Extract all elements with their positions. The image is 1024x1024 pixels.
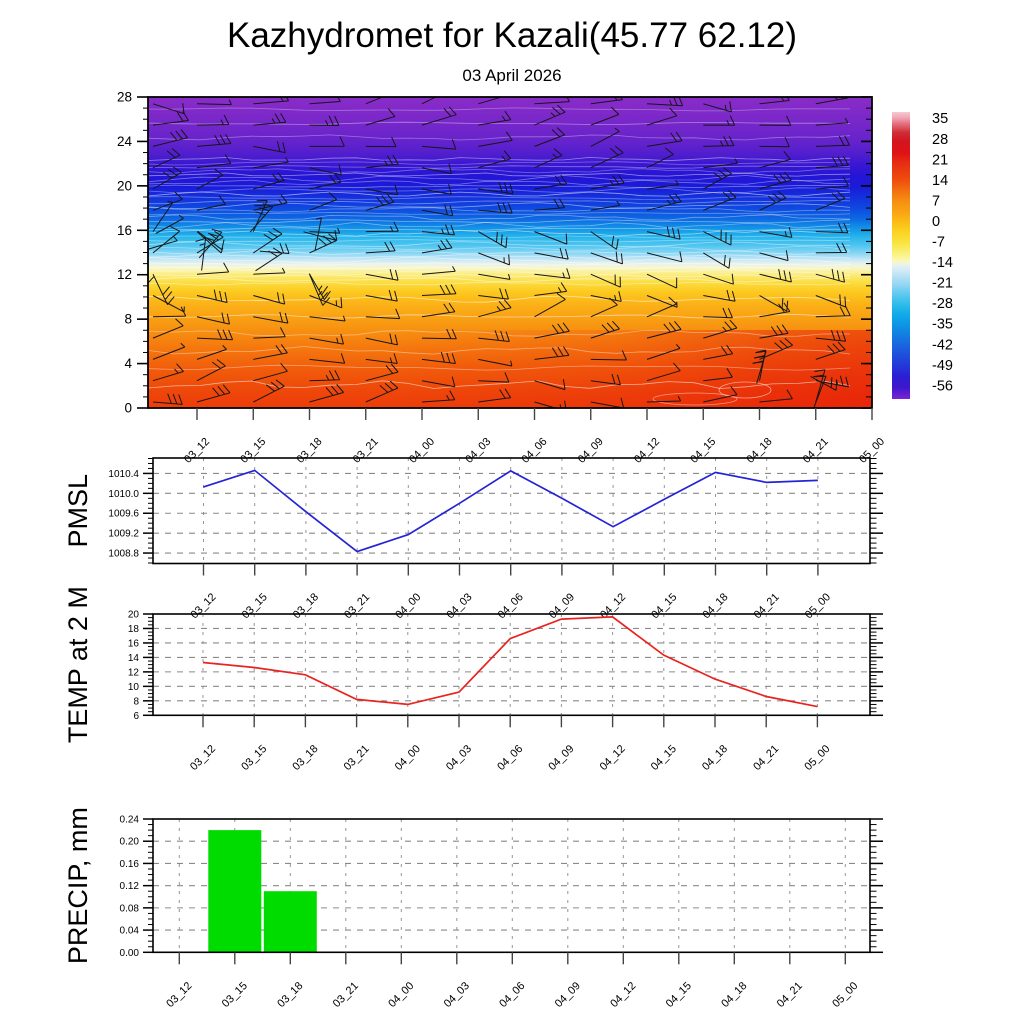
colorbar-tick-label: 7 xyxy=(932,193,941,210)
x-tick-label: 03_12 xyxy=(164,979,195,1011)
x-tick-label: 04_03 xyxy=(444,742,475,774)
x-tick-label: 03_21 xyxy=(350,435,381,466)
height-tick-label: 8 xyxy=(124,311,132,327)
temp-at-2m-ytick-label: 16 xyxy=(127,638,139,650)
colorbar-tick-label: -14 xyxy=(932,255,953,272)
precip-panel xyxy=(63,807,883,1010)
temp-at-2m-ytick-label: 10 xyxy=(127,681,139,693)
precip-axis-title: PRECIP, mm xyxy=(63,807,93,965)
x-tick-label: 04_18 xyxy=(744,435,775,466)
x-tick-label: 04_00 xyxy=(386,979,417,1011)
temp-at-2m-ytick-label: 6 xyxy=(133,710,139,722)
pmsl-ytick-label: 1009.2 xyxy=(108,528,139,540)
x-tick-label: 04_21 xyxy=(800,435,831,466)
x-tick-label: 04_12 xyxy=(608,979,639,1011)
height-tick-label: 12 xyxy=(116,267,132,283)
x-tick-label: 03_15 xyxy=(238,435,269,466)
temp-at-2m-axis-title: TEMP at 2 M xyxy=(63,586,93,744)
precip-ytick-label: 0.16 xyxy=(119,858,139,870)
height-tick-label: 24 xyxy=(116,133,132,149)
x-tick-label: 04_06 xyxy=(497,979,528,1011)
colorbar-tick-label: -56 xyxy=(932,378,953,395)
height-tick-label: 28 xyxy=(116,89,132,105)
x-tick-label: 04_09 xyxy=(546,742,577,774)
pmsl-axis-title: PMSL xyxy=(63,473,93,548)
x-tick-label: 04_21 xyxy=(774,979,805,1011)
x-tick-label: 04_15 xyxy=(649,591,680,622)
precip-ytick-label: 0.08 xyxy=(119,903,139,915)
x-tick-label: 03_12 xyxy=(182,435,213,466)
x-tick-label: 04_03 xyxy=(444,591,475,622)
colorbar-tick-label: -21 xyxy=(932,275,953,292)
x-tick-label: 04_15 xyxy=(648,742,679,774)
x-tick-label: 03_12 xyxy=(188,742,219,774)
x-tick-label: 04_09 xyxy=(575,435,606,466)
x-tick-label: 05_00 xyxy=(857,435,888,466)
colorbar-tick-label: 14 xyxy=(932,172,949,189)
temp-at-2m-ytick-label: 14 xyxy=(127,652,139,664)
colorbar-gradient xyxy=(892,112,910,399)
x-tick-label: 05_00 xyxy=(802,591,834,622)
pmsl-ytick-label: 1010.4 xyxy=(108,468,139,480)
colorbar-tick-label: 35 xyxy=(932,111,949,128)
pmsl-ytick-label: 1008.8 xyxy=(108,548,139,560)
x-tick-label: 04_06 xyxy=(495,591,526,622)
x-tick-label: 03_21 xyxy=(342,591,373,622)
temp-at-2m-ytick-label: 18 xyxy=(127,623,139,635)
x-tick-label: 04_18 xyxy=(700,591,731,622)
x-tick-label: 04_00 xyxy=(393,591,424,622)
x-tick-label: 04_15 xyxy=(663,979,694,1011)
cross-section-panel xyxy=(117,84,907,466)
precip-bar xyxy=(264,891,317,952)
colorbar xyxy=(892,111,953,399)
temp-at-2m-frame xyxy=(153,614,870,715)
precip-bar xyxy=(208,830,261,952)
x-tick-label: 04_15 xyxy=(688,435,719,466)
pmsl-ytick-label: 1010.0 xyxy=(108,488,139,500)
colorbar-tick-label: -7 xyxy=(932,234,945,251)
x-tick-label: 04_06 xyxy=(519,435,550,466)
colorbar-tick-label: 0 xyxy=(932,213,941,230)
heatmap-warm-overlay xyxy=(398,330,872,408)
pmsl-ytick-label: 1009.6 xyxy=(108,508,139,520)
x-tick-label: 04_00 xyxy=(407,435,438,466)
x-tick-label: 03_15 xyxy=(239,742,270,774)
x-tick-label: 04_03 xyxy=(463,435,494,466)
precip-ytick-label: 0.00 xyxy=(119,947,139,959)
x-tick-label: 03_18 xyxy=(290,742,321,774)
x-tick-label: 03_15 xyxy=(219,979,250,1011)
colorbar-tick-label: -35 xyxy=(932,316,953,333)
page-title: Kazhydromet for Kazali(45.77 62.12) xyxy=(226,16,798,55)
x-tick-label: 04_21 xyxy=(751,742,782,774)
x-tick-label: 04_18 xyxy=(700,742,731,774)
precip-ytick-label: 0.12 xyxy=(119,881,139,893)
page-subtitle: 03 April 2026 xyxy=(462,66,562,85)
x-tick-label: 04_21 xyxy=(751,591,782,622)
x-tick-label: 04_00 xyxy=(392,742,423,774)
colorbar-tick-label: -49 xyxy=(932,357,953,374)
temp-at-2m-ytick-label: 8 xyxy=(133,696,139,708)
colorbar-tick-label: -42 xyxy=(932,337,953,354)
x-tick-label: 04_18 xyxy=(719,979,750,1011)
x-tick-label: 03_18 xyxy=(290,591,322,622)
x-tick-label: 04_12 xyxy=(632,435,663,466)
x-tick-label: 03_12 xyxy=(188,591,219,622)
precip-ytick-label: 0.20 xyxy=(119,836,139,848)
x-tick-label: 05_00 xyxy=(802,742,833,774)
x-tick-label: 04_09 xyxy=(552,979,583,1011)
height-tick-label: 16 xyxy=(116,222,132,238)
x-tick-label: 04_09 xyxy=(546,591,578,622)
temp-at-2m-panel xyxy=(63,586,883,773)
x-tick-label: 03_18 xyxy=(294,435,325,466)
temp-at-2m-ytick-label: 12 xyxy=(127,667,139,679)
pmsl-frame xyxy=(153,458,870,564)
x-tick-label: 05_00 xyxy=(830,979,861,1011)
x-tick-label: 04_12 xyxy=(598,591,629,622)
x-tick-label: 04_03 xyxy=(441,979,472,1011)
x-tick-label: 03_15 xyxy=(239,591,270,622)
x-tick-label: 04_06 xyxy=(495,742,526,774)
x-tick-label: 03_21 xyxy=(341,742,372,774)
precip-ytick-label: 0.04 xyxy=(119,925,139,937)
x-tick-label: 03_18 xyxy=(275,979,306,1011)
height-tick-label: 4 xyxy=(124,356,132,372)
x-tick-label: 03_21 xyxy=(330,979,361,1011)
colorbar-tick-label: 28 xyxy=(932,131,949,148)
pmsl-panel xyxy=(63,458,883,621)
colorbar-tick-label: -28 xyxy=(932,296,953,313)
precip-ytick-label: 0.24 xyxy=(119,814,139,826)
colorbar-tick-label: 21 xyxy=(932,152,949,169)
temp-at-2m-ytick-label: 20 xyxy=(127,609,139,621)
x-tick-label: 04_12 xyxy=(597,742,628,774)
height-tick-label: 0 xyxy=(124,400,132,416)
height-tick-label: 20 xyxy=(116,178,132,194)
